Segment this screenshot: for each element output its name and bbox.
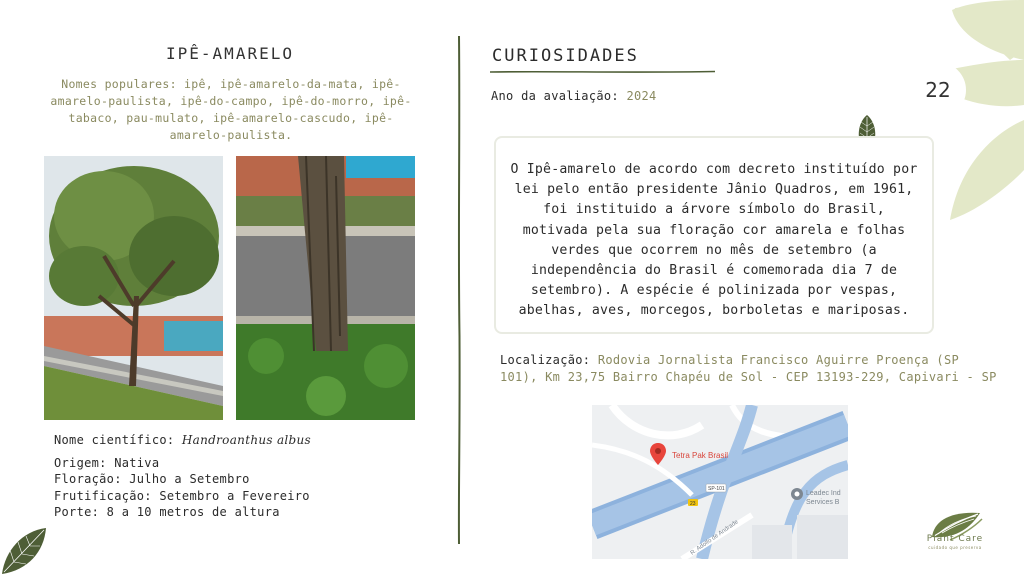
scientific-name-row	[54, 432, 434, 449]
scientific-name: Handroanthus albus	[181, 433, 312, 447]
location	[500, 352, 1000, 386]
species-facts	[54, 432, 434, 521]
trunk-photo	[236, 156, 415, 420]
page-number: 22	[910, 62, 966, 118]
location-map[interactable]	[592, 405, 848, 559]
map-road-label: SP-101	[708, 486, 725, 492]
leaf-decoration-bottom-left	[0, 526, 50, 576]
location-label: Localização:	[500, 353, 598, 367]
map-street-label: R. Adolfo de Andrade	[689, 519, 740, 557]
origin: Origem: Nativa	[54, 455, 160, 470]
curiosity-box	[494, 136, 934, 334]
flowering: Floração: Julho a Setembro	[54, 472, 250, 486]
map-business-label-1: Leadec Ind	[806, 490, 841, 497]
curiosity-text: O Ipê-amarelo de acordo com decreto instituído por lei pelo então presidente Jânio Quadros, em 1961, foi instituido a árvore símbolo do Brasil, motivada pela sua floração cor amarela e folhas verdes que ocorrem no mês de setembro (a independência do Brasil é comemorada dia 7 de setembro). A espécie é polinizada por vespas, abelhas, aves, morcegos, borboletas e mariposas.	[510, 162, 918, 319]
map-road-number: 23	[690, 501, 696, 507]
species-title: IPÊ-AMARELO	[166, 44, 294, 63]
location-value: Rodovia Jornalista Francisco Aguirre Proença (SP 101), Km 23,75 Bairro Chapéu de Sol - CEP 13193-229, Capivari - SP	[500, 353, 997, 384]
tree-photo	[44, 156, 223, 420]
logo-name: Plant Care	[926, 534, 984, 544]
map-place-label: Tetra Pak Brasil	[672, 451, 729, 460]
divider-line	[454, 36, 464, 544]
curiosities-heading: CURIOSIDADES	[492, 46, 639, 66]
evaluation-year	[491, 89, 657, 103]
map-business-label-2: Services B	[806, 499, 840, 506]
heading-underline	[490, 69, 715, 75]
logo-tagline: cuidado que preserva	[928, 545, 982, 550]
popular-names: Nomes populares: ipê, ipê-amarelo-da-mata, ipê-amarelo-paulista, ipê-do-campo, ipê-do-morro, ipê-tabaco, pau-mulato, ipê-amarelo-cascudo, ipê-amarelo-paulista.	[50, 77, 412, 142]
scientific-label: Nome científico:	[54, 433, 182, 447]
year-label: Ano da avaliação:	[491, 89, 627, 103]
size: Porte: 8 a 10 metros de altura	[54, 505, 280, 519]
fruiting: Frutificação: Setembro a Fevereiro	[54, 488, 310, 503]
year-value: 2024	[626, 89, 657, 103]
